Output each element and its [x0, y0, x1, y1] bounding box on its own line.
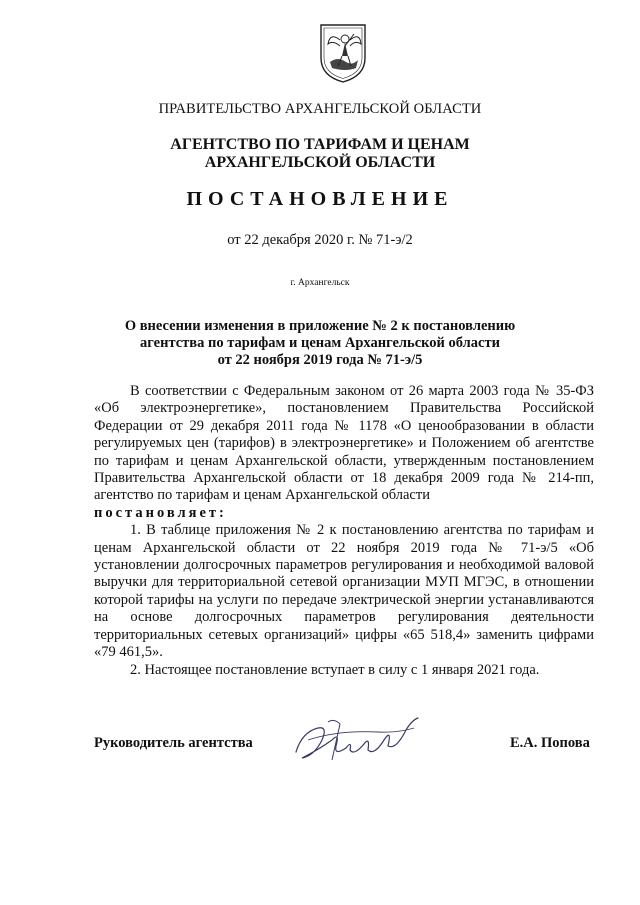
subject-line1: О внесении изменения в приложение № 2 к постановлению	[124, 318, 516, 334]
coat-of-arms-icon	[318, 22, 368, 84]
agency-name-line1: АГЕНТСТВО ПО ТАРИФАМ И ЦЕНАМ	[170, 136, 470, 153]
handwritten-signature	[288, 710, 428, 770]
document-city: г. Архангельск	[290, 278, 350, 288]
signatory-name: Е.А. Попова	[510, 735, 590, 751]
government-name: ПРАВИТЕЛЬСТВО АРХАНГЕЛЬСКОЙ ОБЛАСТИ	[158, 101, 482, 117]
document-type: ПОСТАНОВЛЕНИЕ	[186, 188, 454, 210]
agency-name-line2: АРХАНГЕЛЬСКОЙ ОБЛАСТИ	[204, 154, 436, 171]
document-date-number: от 22 декабря 2020 г. № 71-э/2	[227, 232, 413, 248]
signatory-title: Руководитель агентства	[94, 735, 253, 751]
item-1-paragraph: 1. В таблице приложения № 2 к постановлению агентства по тарифам и ценам Архангельской области от 22 ноября 2019 года № 71-э/5 «Об установлении долгосрочных параметров регулирования и необходимой валовой выручки для территориальной сетевой организации МУП МГЭС, в отношении которой тарифы на услуги по передаче электрической энергии устанавливаются на основе долгосрочных параметров регулирования деятельности территориальных сетевых организаций» цифры «65 518,4» заменить цифрами «79 461,5».	[94, 522, 594, 661]
item-2-paragraph: 2. Настоящее постановление вступает в силу с 1 января 2021 года.	[130, 661, 540, 678]
subject-line3: от 22 ноября 2019 года № 71-э/5	[217, 352, 423, 368]
document-subject	[0, 318, 640, 369]
resolves-word: постановляет:	[94, 504, 227, 521]
document-body	[94, 383, 594, 679]
intro-paragraph: В соответствии с Федеральным законом от 26 марта 2003 года № 35-ФЗ «Об электроэнергетике», постановлением Правительства Российской Федерации от 29 декабря 2011 года № 1178 «О ценообразовании в области регулируемых цен (тарифов) в электроэнергетике» и Положением об агентстве по тарифам и ценам Архангельской области, утвержденным постановлением Правительства Архангельской области от 18 декабря 2009 года № 214-пп, агентство по тарифам и ценам Архангельской области	[94, 383, 594, 504]
subject-line2: агентства по тарифам и ценам Архангельской области	[140, 335, 500, 351]
agency-name	[0, 136, 640, 172]
